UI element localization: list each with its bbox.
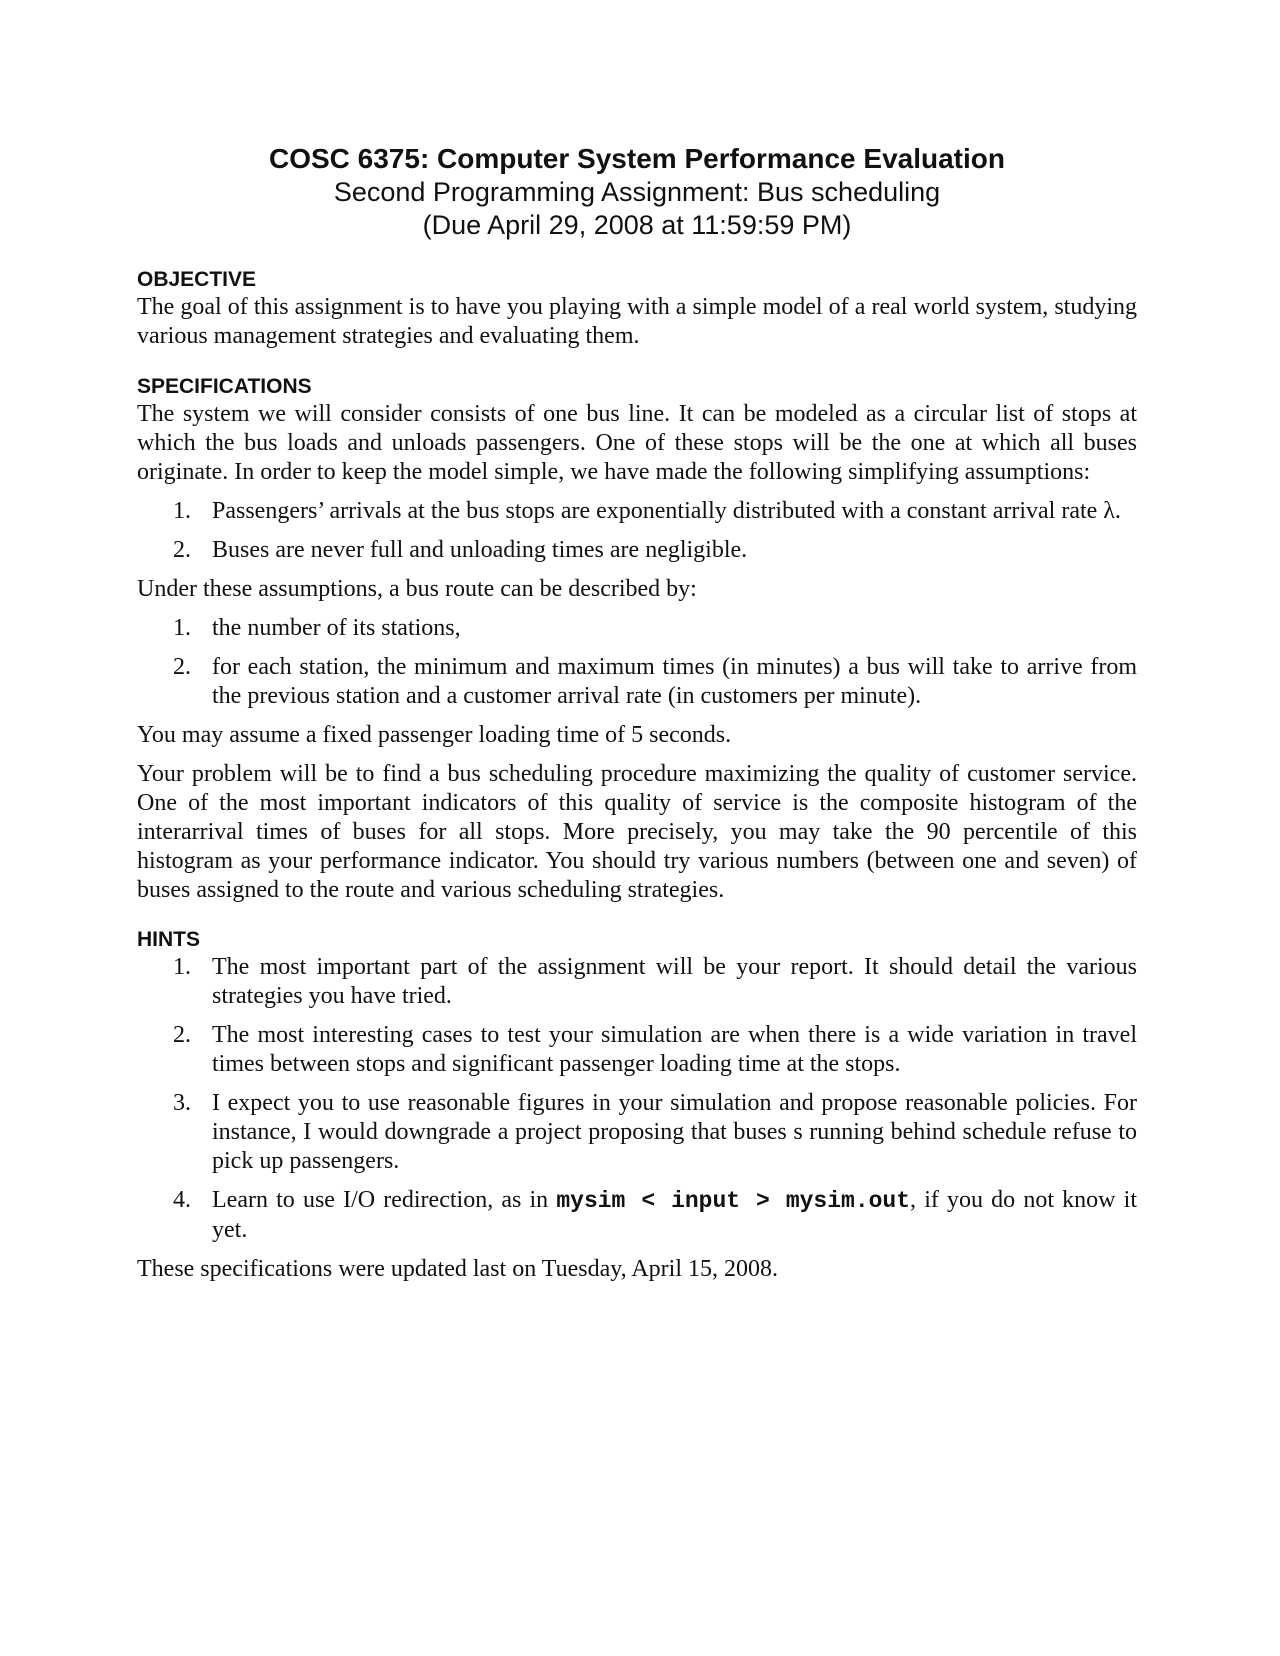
document-subtitle: Second Programming Assignment: Bus scheduling	[333, 177, 941, 207]
list-item-text: I expect you to use reasonable figures in your simulation and propose reasonable policies. For instance, I would downgrade a project proposing that buses s running behind schedule refuse to pick up passengers.	[212, 1090, 1137, 1174]
list-item	[137, 1186, 1137, 1245]
route-intro: Under these assumptions, a bus route can be described by:	[137, 576, 697, 602]
problem-text: Your problem will be to find a bus scheduling procedure maximizing the quality of customer service. One of the most important indicators of this quality of service is the composite histogram of the interarrival times of buses for all stops. More precisely, you may take the 90 percentile of this histogram as your performance indicator. You should try various numbers (between one and seven) of buses assigned to the route and various scheduling strategies.	[137, 761, 1137, 903]
objective-section	[137, 267, 1137, 351]
list-item-text: Passengers’ arrivals at the bus stops are exponentially distributed with a constant arrival rate λ.	[212, 498, 1121, 524]
list-item	[137, 536, 1137, 565]
document-title: COSC 6375: Computer System Performance Evaluation	[268, 143, 1005, 174]
list-number: 1.	[173, 615, 191, 641]
list-item-text: The most important part of the assignment will be your report. It should detail the various strategies you have tried.	[212, 954, 1137, 1009]
list-item	[137, 1021, 1137, 1079]
list-item-text: Buses are never full and unloading times are negligible.	[212, 537, 748, 563]
list-number: 1.	[173, 954, 191, 980]
loading-time-text: You may assume a fixed passenger loading time of 5 seconds.	[137, 722, 732, 748]
document-header	[137, 142, 1137, 242]
list-item-text: for each station, the minimum and maximum times (in minutes) a bus will take to arrive from the previous station and a customer arrival rate (in customers per minute).	[212, 654, 1137, 709]
list-number: 2.	[173, 1022, 191, 1048]
document-page	[137, 142, 1137, 1284]
hints-list	[137, 953, 1137, 1245]
list-item	[137, 497, 1137, 526]
list-item-text: Learn to use I/O redirection, as in	[212, 1187, 557, 1213]
list-item	[137, 953, 1137, 1011]
objective-text: The goal of this assignment is to have you playing with a simple model of a real world system, studying various management strategies and evaluating them.	[137, 294, 1137, 349]
assumptions-list	[137, 497, 1137, 565]
list-item-text: , if you do not know it yet.	[212, 1187, 1138, 1243]
hints-heading: HINTS	[137, 928, 200, 951]
list-number: 2.	[173, 654, 191, 680]
list-number: 2.	[173, 537, 191, 563]
list-number: 4.	[173, 1187, 191, 1213]
list-item-text: the number of its stations,	[212, 615, 461, 641]
specifications-heading: SPECIFICATIONS	[137, 375, 312, 398]
list-item	[137, 614, 1137, 643]
hints-section	[137, 927, 1137, 1245]
list-item	[137, 653, 1137, 711]
due-date: (Due April 29, 2008 at 11:59:59 PM)	[422, 210, 852, 240]
list-item	[137, 1089, 1137, 1176]
update-note: These specifications were updated last on Tuesday, April 15, 2008.	[137, 1256, 778, 1282]
command-example: mysim < input > mysim.out	[556, 1188, 911, 1214]
objective-heading: OBJECTIVE	[137, 268, 257, 291]
list-number: 1.	[173, 498, 191, 524]
list-item-text: The most interesting cases to test your simulation are when there is a wide variation in travel times between stops and significant passenger loading time at the stops.	[212, 1022, 1137, 1077]
specifications-section	[137, 374, 1137, 905]
route-list	[137, 614, 1137, 711]
list-number: 3.	[173, 1090, 191, 1116]
specifications-intro: The system we will consider consists of one bus line. It can be modeled as a circular list of stops at which the bus loads and unloads passengers. One of these stops will be the one at which all buses originate. In order to keep the model simple, we have made the following simplifying assumptions:	[137, 401, 1137, 485]
